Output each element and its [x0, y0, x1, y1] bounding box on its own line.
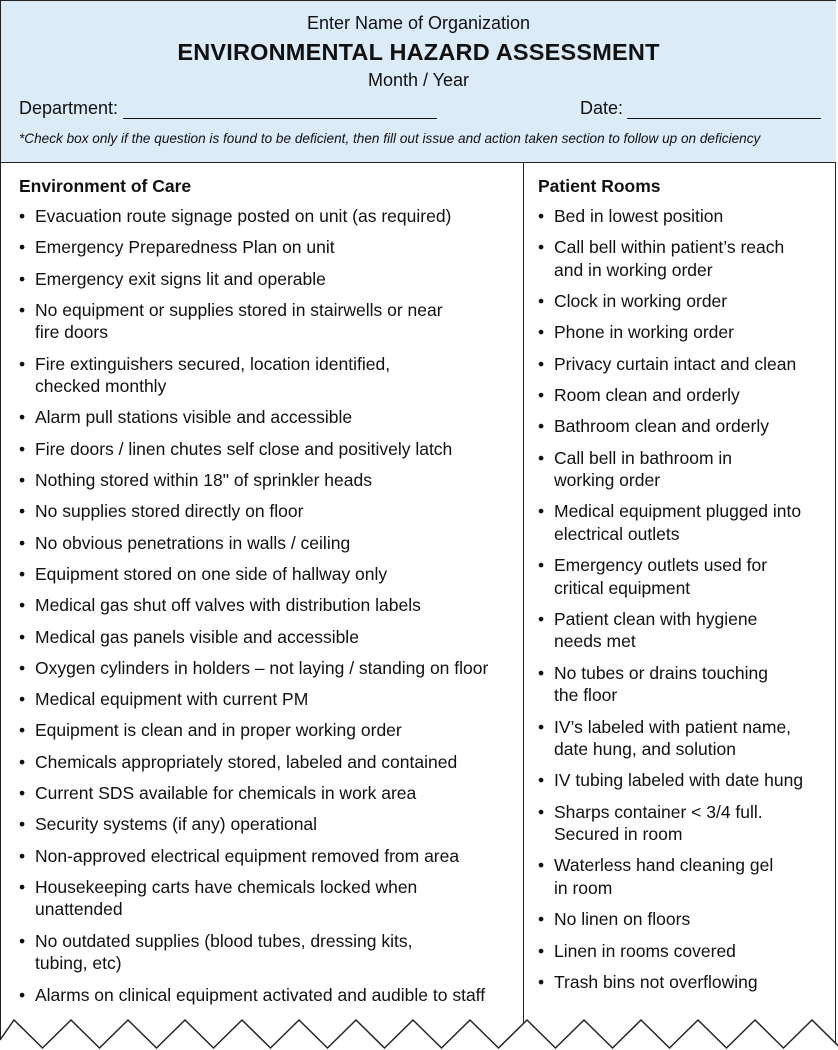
- column-divider: [523, 163, 524, 1023]
- checklist-item[interactable]: • Fire extinguishers secured, location identified, checked monthly: [19, 353, 519, 398]
- checklist-item[interactable]: • Medical gas shut off valves with distribution labels: [19, 594, 519, 617]
- checklist-item[interactable]: • Emergency outlets used for critical equipment: [538, 554, 828, 599]
- checklist-item[interactable]: • No tubes or drains touching the floor: [538, 662, 828, 707]
- checklist-item[interactable]: • Phone in working order: [538, 321, 828, 344]
- checklist-item[interactable]: • Emergency exit signs lit and operable: [19, 268, 519, 291]
- checklist-item[interactable]: • Non-approved electrical equipment removed from area: [19, 845, 519, 868]
- checklist-item[interactable]: • Nothing stored within 18" of sprinkler heads: [19, 469, 519, 492]
- checklist-item[interactable]: • Room clean and orderly: [538, 384, 828, 407]
- checklist-item[interactable]: • Emergency Preparedness Plan on unit: [19, 236, 519, 259]
- checklist-item[interactable]: • Medical equipment with current PM: [19, 688, 519, 711]
- checklist-item[interactable]: • Waterless hand cleaning gel in room: [538, 854, 828, 899]
- checklist-item[interactable]: • Alarm pull stations visible and accessible: [19, 406, 519, 429]
- checklist-item[interactable]: • IV’s labeled with patient name, date hung, and solution: [538, 716, 828, 761]
- form-header: [1, 1, 836, 163]
- checklist-item[interactable]: • Sharps container < 3/4 full. Secured in room: [538, 801, 828, 846]
- checklist-item[interactable]: • Equipment is clean and in proper working order: [19, 719, 519, 742]
- checklist-item[interactable]: • Equipment stored on one side of hallway only: [19, 563, 519, 586]
- checklist-item[interactable]: • No obvious penetrations in walls / ceiling: [19, 532, 519, 555]
- checklist-item[interactable]: • No outdated supplies (blood tubes, dressing kits, tubing, etc): [19, 930, 519, 975]
- checklist-item[interactable]: • No equipment or supplies stored in stairwells or near fire doors: [19, 299, 519, 344]
- environment-of-care-heading: Environment of Care: [19, 176, 192, 196]
- patient-rooms-heading: Patient Rooms: [538, 176, 661, 196]
- checklist-item[interactable]: • Oxygen cylinders in holders – not laying / standing on floor: [19, 657, 519, 680]
- department-label: Department:: [19, 98, 119, 118]
- patient-rooms-list: [538, 205, 828, 1002]
- department-field[interactable]: [123, 118, 437, 119]
- checklist-item[interactable]: • Call bell within patient’s reach and in working order: [538, 236, 828, 281]
- month-year: Month / Year: [367, 70, 470, 90]
- environment-of-care-list: [19, 205, 519, 1015]
- form-title: ENVIRONMENTAL HAZARD ASSESSMENT: [177, 39, 660, 65]
- date-label: Date:: [580, 98, 624, 118]
- checklist-item[interactable]: • Linen in rooms covered: [538, 940, 828, 963]
- checklist-item[interactable]: • No linen on floors: [538, 908, 828, 931]
- checklist-item[interactable]: • Housekeeping carts have chemicals locked when unattended: [19, 876, 519, 921]
- checklist-item[interactable]: • Medical equipment plugged into electrical outlets: [538, 500, 828, 545]
- checklist-item[interactable]: • Medical gas panels visible and accessible: [19, 626, 519, 649]
- checklist-item[interactable]: • Current SDS available for chemicals in work area: [19, 782, 519, 805]
- checklist-item[interactable]: • IV tubing labeled with date hung: [538, 769, 828, 792]
- checklist-item[interactable]: • Chemicals appropriately stored, labeled and contained: [19, 751, 519, 774]
- checklist-item[interactable]: • Patient clean with hygiene needs met: [538, 608, 828, 653]
- checklist-item[interactable]: • Evacuation route signage posted on unit (as required): [19, 205, 519, 228]
- checklist-item[interactable]: • Call bell in bathroom in working order: [538, 447, 828, 492]
- checklist-item[interactable]: • Bathroom clean and orderly: [538, 415, 828, 438]
- organization-name: Enter Name of Organization: [306, 13, 531, 33]
- checklist-item[interactable]: • Security systems (if any) operational: [19, 813, 519, 836]
- checklist-item[interactable]: • Clock in working order: [538, 290, 828, 313]
- date-field[interactable]: [627, 118, 821, 119]
- torn-edge: [0, 1010, 838, 1050]
- checklist-item[interactable]: • Privacy curtain intact and clean: [538, 353, 828, 376]
- checklist-item[interactable]: • Fire doors / linen chutes self close and positively latch: [19, 438, 519, 461]
- checklist-item[interactable]: • No supplies stored directly on floor: [19, 500, 519, 523]
- checklist-item[interactable]: • Alarms on clinical equipment activated and audible to staff: [19, 984, 519, 1007]
- instruction-note: *Check box only if the question is found to be deficient, then fill out issue and action taken section to follow up on deficiency: [19, 131, 761, 146]
- checklist-item[interactable]: • Trash bins not overflowing: [538, 971, 828, 994]
- checklist-item[interactable]: • Bed in lowest position: [538, 205, 828, 228]
